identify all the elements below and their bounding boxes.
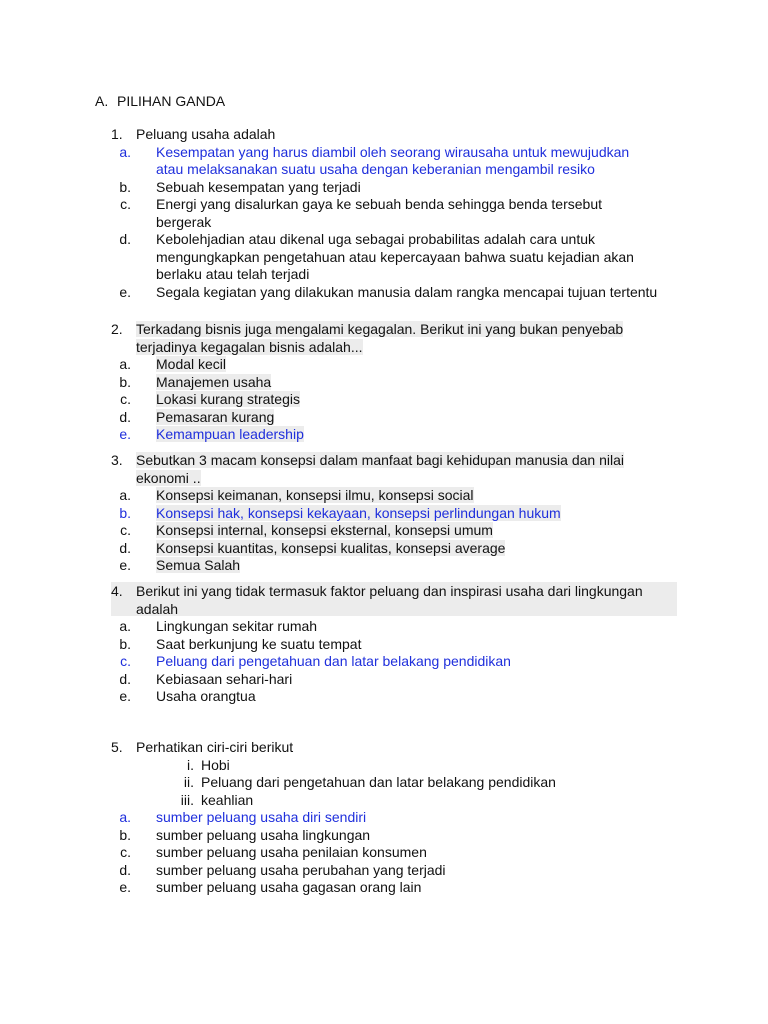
option-e: e. sumber peluang usaha gagasan orang lain xyxy=(119,879,422,895)
option-e: e. Usaha orangtua xyxy=(119,688,256,704)
question-text: Sebutkan 3 macam konsepsi dalam manfaat bagi kehidupan manusia dan nilai ekonomi .. xyxy=(136,452,624,486)
question-1 xyxy=(111,126,676,301)
question-2 xyxy=(111,321,656,444)
question-4 xyxy=(111,583,656,706)
question-number: 1. xyxy=(111,126,123,142)
option-a-correct: a. sumber peluang usaha diri sendiri xyxy=(119,809,367,825)
question-text: Berikut ini yang tidak termasuk faktor peluang dan inspirasi usaha dari lingkungan adalah xyxy=(136,583,643,617)
option-a-correct: a. Kesempatan yang harus diambil oleh seorang wirausaha untuk mewujudkan atau melaksanakan suatu usaha dengan keberanian mengambil resiko xyxy=(119,143,630,177)
option-d: d. sumber peluang usaha perubahan yang terjadi xyxy=(119,861,446,878)
section-heading xyxy=(95,93,225,110)
option-c-correct: c. Peluang dari pengetahuan dan latar belakang pendidikan xyxy=(120,653,511,669)
question-number: 5. xyxy=(111,739,123,755)
option-d: d. Kebiasaan sehari-hari xyxy=(119,670,293,687)
roman-item: i. Hobi xyxy=(187,756,230,773)
option-b-correct: b. Konsepsi hak, konsepsi kekayaan, konsepsi perlindungan hukum xyxy=(119,504,561,521)
option-e: e. Segala kegiatan yang dilakukan manusia dalam rangka mencapai tujuan tertentu xyxy=(119,283,658,300)
question-number: 3. xyxy=(111,452,123,468)
option-a: a. Lingkungan sekitar rumah xyxy=(119,618,318,634)
section-title: PILIHAN GANDA xyxy=(117,93,226,109)
question-text: Peluang usaha adalah xyxy=(136,126,276,142)
option-b: b. Manajemen usaha xyxy=(119,373,272,390)
question-number: 4. xyxy=(111,583,123,599)
option-e-correct: e. Kemampuan leadership xyxy=(119,426,304,442)
option-e: e. Semua Salah xyxy=(119,557,241,573)
option-a: a. Modal kecil xyxy=(119,356,227,372)
option-b: b. sumber peluang usaha lingkungan xyxy=(119,826,371,843)
question-text: Perhatikan ciri-ciri berikut xyxy=(136,739,294,755)
question-5 xyxy=(111,739,676,897)
roman-item: iii. keahlian xyxy=(180,791,254,808)
question-3 xyxy=(111,452,656,575)
option-d: d. Kebolehjadian atau dikenal uga sebagai probabilitas adalah cara untuk mengungkapkan pengetahuan atau kepercayaan bahwa suatu kejadian akan berlaku atau telah terjadi xyxy=(119,231,634,282)
option-b: b. Saat berkunjung ke suatu tempat xyxy=(119,635,362,652)
roman-list xyxy=(111,757,676,810)
option-c: c. Konsepsi internal, konsepsi eksternal, konsepsi umum xyxy=(120,522,493,538)
question-number: 2. xyxy=(111,321,123,337)
option-c: c. Energi yang disalurkan gaya ke sebuah benda sehingga benda tersebut bergerak xyxy=(120,196,602,230)
section-letter: A. xyxy=(95,93,109,109)
option-d: d. Konsepsi kuantitas, konsepsi kualitas, konsepsi average xyxy=(119,539,506,556)
option-a: a. Konsepsi keimanan, konsepsi ilmu, konsepsi social xyxy=(119,487,474,503)
roman-item: ii. Peluang dari pengetahuan dan latar belakang pendidikan xyxy=(183,774,556,790)
question-text: Terkadang bisnis juga mengalami kegagalan. Berikut ini yang bukan penyebab terjadinya kegagalan bisnis adalah... xyxy=(136,321,624,355)
option-b: b. Sebuah kesempatan yang terjadi xyxy=(119,178,361,195)
option-d: d. Pemasaran kurang xyxy=(119,408,275,425)
option-c: c. sumber peluang usaha penilaian konsumen xyxy=(120,844,427,860)
option-c: c. Lokasi kurang strategis xyxy=(120,391,300,407)
